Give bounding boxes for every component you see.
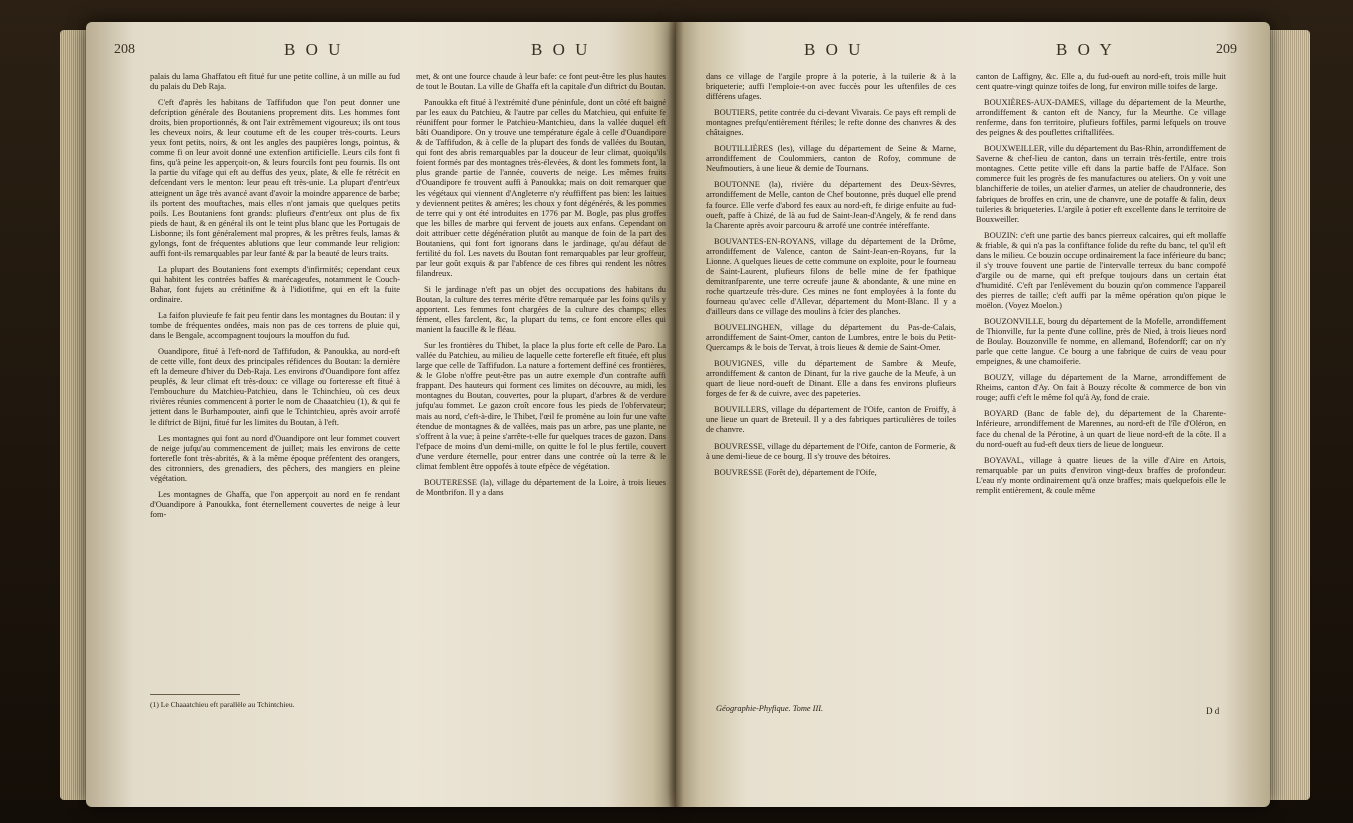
- running-head: B O Y: [1056, 40, 1115, 59]
- paragraph: Les montagnes qui font au nord d'Ouandipore ont leur fommet couvert de neige jufqu'au commencement de juillet; mais les environs de cette forterefle font très-abrités, & à la même époque préfentent des orangers, des citronniers, des grenadiers, des pêchers, des mangiers en pleine végétation.: [150, 433, 400, 483]
- paragraph: La plupart des Boutaniens font exempts d'infirmités; cependant ceux qui habitent les contrées baffes & marécageufes, notamment le Couch-Bahar, font fujets au crétinifme & à l'idiotifme, qui en eft la fuite ordinaire.: [150, 264, 400, 304]
- left-page: [86, 22, 676, 807]
- running-head: B O U: [531, 40, 591, 59]
- signature-line: Géographie-Phyfique. Tome III.: [716, 704, 824, 713]
- paragraph: Ouandipore, fitué à l'eft-nord de Taffifudon, & Panoukka, au nord-eft de cette ville, font deux des principales réfidences du Boutan: la dernière eft la demeure d'hiver du Deb-Raja. Les environs d'Ouandipore font affez peuplés, & leur climat eft très-doux: ce village ou forteresse eft fitué à l'embouchure du Matchieu-Patchieu, dans le Tchinchieu, où ces deux rivières réunies commencent à porter le nom de Chaaatchieu (1), & qui fe jettent dans le Burhampouter, ainfi que le Tchintchieu, après avoir arrofé le diftrict de Bijni, fitué fur les limites du Boutan, à l'eft.: [150, 347, 400, 427]
- paragraph: BOUTERESSE (la), village du département de la Loire, à trois lieues de Montbrifon. Il y a dans: [416, 477, 666, 497]
- signature-mark: D d: [1206, 706, 1220, 716]
- paragraph: palais du lama Ghaffatou eft fitué fur une petite colline, à un mille au fud du palais du Deb Raja.: [150, 72, 400, 92]
- paragraph: La faifon pluvieufe fe fait peu fentir dans les montagnes du Boutan: il y tombe de fréquentes ondées, mais non pas de ces torrens de pluie qui, dans le Bengale, accompagnent toujours la mouffon du fud.: [150, 311, 400, 341]
- paragraph: BOUVRESSE, village du département de l'Oife, canton de Formerie, & à une demi-lieue de ce bourg. Il s'y trouve des bétoires.: [706, 441, 956, 461]
- book-gutter: [668, 22, 684, 807]
- paragraph: C'eft d'après les habitans de Taffifudon que l'on peut donner une defcription générale des Boutaniens proprement dits. Les hommes font droits, bien proportionnés, & ont l'air extrêmement vigoureux; ils ont tous les cheveux noirs, & leur coutume eft de les couper très-courts. Leurs yeux font petits, noirs, & ont les angles des paupières longs, pointus, & comme fi on leur avoit donné une extenfion artificielle. Leurs cils font fi fins, qu'à peine les apperçoit-on, & leurs fourcils font peu fournis. Ils ont la partie du vifage qui eft au deffus des yeux, plate, & elle fe rétrécit en defcendant vers le menton: leur peau eft très-unie. La plupart d'entr'eux atteignent un âge très avancé avant d'avoir la moindre apparence de barbe; ils portent des mouftaches, mais elles n'ont jamais que quelques petits poils. Les Boutaniens font grands: plufieurs d'entr'eux ont plus de fix pieds de haut, & en général ils ont le teint plus blanc que les Portugais de Lisbonne; ils font généralement mal propres, & les prêtres feuls, lamas & gylongs, font de fréquentes ablutions que leur commande leur religion: auffi font-ils remarquables par leur fanté & par la beauté de leurs traits.: [150, 98, 400, 258]
- paragraph: BOUVIGNES, ville du département de Sambre & Meufe, arrondiffement & canton de Dinant, fur la rive gauche de la Meufe, à un quart de lieue nord-oueft de Dinant. Elle a dans fes environs plufieurs forges de fer & de cuivre, avec des papeteries.: [706, 359, 956, 399]
- paragraph: BOUZIN: c'eft une partie des bancs pierreux calcaires, qui eft mollaffe & friable, & qui n'a pas la confiftance folide du refte du banc, tel qu'il eft dans le milieu. Ce bouzin occupe ordinairement la face inférieure du banc; il s'y trouve fouvent une partie de l'intervalle terreux du banc compofé d'argile ou de marne, qui eft prefque toujours dans un certain état d'humidité. C'eft par l'enlèvement du bouzin qu'on commence l'appareil des pierres de taille; c'eft auffi par la même opération qu'on pique le moëlon. (Voyez Moelon.): [976, 230, 1226, 310]
- paragraph: BOYAVAL, village à quatre lieues de la ville d'Aire en Artois, remarquable par un puits d'environ vingt-deux braffes de profondeur. L'eau n'y monte ordinairement qu'à onze braffes; mais quelquefois elle le remplit entièrement, & coule même: [976, 455, 1226, 495]
- paragraph: BOUTONNE (la), rivière du département des Deux-Sèvres, arrondiffement de Melle, canton de Chef boutonne, près duquel elle prend fa fource. Elle verfe d'abord fes eaux au nord-eft, fe dirige enfuite au fud-oueft, paffe à Chizé, de là au fud de Saint-Jean-d'Angely, & fe rend dans la Charente après avoir parcouru & arrofé une contrée intéreffante.: [706, 180, 956, 230]
- paragraph: met, & ont une fource chaude à leur bafe: ce font peut-être les plus hautes de tout le Boutan. La ville de Ghaffa eft la capitale d'un diftrict du Boutan.: [416, 72, 666, 92]
- paragraph: Si le jardinage n'eft pas un objet des occupations des habitans du Boutan, la culture des terres mérite d'être remarquée par les foins qu'ils y apportent. Les femmes font chargées de la culture des champs; elles fèment, elles farclent, &c, la plupart du tems, ce font encore elles qui manient la faucille & le fléau.: [416, 284, 666, 335]
- paragraph: BOUZONVILLE, bourg du département de la Mofelle, arrondiffement de Thionville, fur la pente d'une colline, près de Nied, à trois lieues nord de Boulay. Bouzonville fe nomme, en allemand, Bofendorff; car on n'y parle que cette langue. Ce bourg a une fabrique de cuirs de veau pour empeignes, & une chamoiferie.: [976, 317, 1226, 367]
- paragraph: BOUXWEILLER, ville du département du Bas-Rhin, arrondiffement de Saverne & chef-lieu de canton, dans un terrain très-fertile, entre trois montagnes. Cette petite ville eft dans la partie baffe de l'Alface. Son commerce fuit les progrès de fes manufactures ou ateliers. On y voit une blanchifferie de toiles, un atelier d'armes, un atelier de chaudronnerie, des fabriques de broffes en crin, une de chanvre, une de potaffe & falin, deux tuileries & briqueteries. L'argile à potier eft excellente dans le territoire de Bouxweiller.: [976, 144, 1226, 224]
- column-right: [416, 72, 666, 504]
- paragraph: dans ce village de l'argile propre à la poterie, à la tuilerie & à la briqueterie; auffi l'emploie-t-on avec fuccès pour les uftenfiles de ces différens ufages.: [706, 72, 956, 102]
- paragraph: BOUVRESSE (Forêt de), département de l'Oife,: [714, 467, 877, 477]
- column-left: [706, 72, 956, 484]
- paragraph: BOUVILLERS, village du département de l'Oife, canton de Froiffy, à une lieue un quart de Breteuil. Il y a des fabriques particulières de toiles de chanvre.: [706, 405, 956, 435]
- page-number: 208: [114, 42, 135, 57]
- paragraph: BOUZY, village du département de la Marne, arrondiffement de Rheims, canton d'Ay. On fait à Bouzy récolte & commerce de bon vin rouge; auffi c'eft le même fol qu'à Ay, fond de craie.: [976, 373, 1226, 403]
- paragraph: Panoukka eft fitué à l'extrémité d'une péninfule, dont un côté eft baigné par les eaux du Patchieu, & l'autre par celles du Matchieu, qui enfuite fe réuniffent pour former le Patchieu-Mantchieu, dans la vallée duquel eft bâti Ouandipore. On y trouve une température égale à celle d'Ouandipore & de Taffifudon, & à celle de la plupart des fonds de vallées du Boutan, qui font des abris remarquables par la douceur de leur climat, quoiqu'ils foient formés par des montagnes très-élevées, & dont les fommets font, la plus grande partie de l'année, couverts de neige. Les mêmes fruits d'Ouandipore fe trouvent auffi à Panoukka; mais on doit remarquer que les végétaux qui viennent d'Angleterre n'y réuffiffent pas bien: les laitues y deviennent petites & amères; les choux y font dégénérés, & les pommes de terre qui y ont été introduites en 1776 par M. Bogle, pas plus groffes que les billes de marbre qui fervent de jouets aux enfans. Cependant on doit attribuer cette dégénération plutôt au manque de foin de la part des Boutaniens, qui font fort ignorans dans le jardinage, qu'au défaut de fertilité du fol. Les navets du Boutan font remarquables par leur groffeur, par leur goût exquis & par l'abfence de ces fibres qui rendent les nôtres filandreux.: [416, 98, 666, 278]
- paragraph: Sur les frontières du Thibet, la place la plus forte eft celle de Paro. La vallée du Patchieu, au milieu de laquelle cette forterefle eft fituée, eft plus large que celle de Taffifudon. La nature a fortement deffiné ces frontières, & le Globe n'offre peut-être pas un autre exemple d'un contrafte auffi frappant. Des hauteurs qui forment ces limites on découvre, au midi, les montagnes du Boutan, couvertes, pour la plupart, d'arbres & de verdure jufqu'au fommet. Le gazon croît encore fous les pieds de l'obfervateur; mais au nord, c'eft-à-dire, le Thibet, l'œil fe promène au loin fur une vafte étendue de montagnes & de vallées, mais pas un arbre, pas une plante, ne s'offrent à la vue; à peine s'arrête-t-elle fur quelques traces de gazon. Dans l'efpace de moins d'un demi-mille, on quitte le fol le plus fertile, couvert d'une verdure éternelle, pour entrer dans une contrée où la terre & le climat femblent être oppofés à toute efpèce de végétation.: [416, 341, 666, 471]
- paragraph: BOUXIÈRES-AUX-DAMES, village du département de la Meurthe, arrondiffement & canton eft de Nancy, fur la Meurthe. Ce village renferme, dans fon territoire, plufieurs foffiles, parmi lefquels on trouve des peignes & des pouflettes criftallifées.: [976, 98, 1226, 138]
- paragraph: BOYARD (Banc de fable de), du département de la Charente-Inférieure, arrondiffement de Marennes, au nord-eft de l'île d'Oléron, en face du chenal de la Pérotine, à un quart de lieue nord-eft de la côte. Il a du nord-oueft au fud-eft deux tiers de lieue de longueur.: [976, 409, 1226, 449]
- running-head: B O U: [804, 40, 864, 59]
- paragraph: BOUVELINGHEN, village du département du Pas-de-Calais, arrondiffement de Saint-Omer, canton de Lumbres, entre le bois du Petit-Quercamps & le bois de Tervat, à trois lieues & demie de Saint-Omer.: [706, 323, 956, 353]
- paragraph: BOUTILLIÈRES (les), village du département de Seine & Marne, arrondiffement de Coulommiers, canton de Rofoy, commune de Neufmoutiers, à une lieue & demie de Tournans.: [706, 144, 956, 174]
- running-head: B O U: [284, 40, 344, 59]
- footnote: (1) Le Chaaatchieu eft parallèle au Tchintchieu.: [150, 700, 295, 709]
- column-right: [976, 72, 1226, 502]
- paragraph: canton de Laffigny, &c. Elle a, du fud-oueft au nord-eft, trois mille huit cent quatre-vingt quinze toifes de long, fur environ mille toifes de large.: [976, 72, 1226, 92]
- page-number: 209: [1216, 42, 1237, 57]
- paragraph: BOUTIERS, petite contrée du ci-devant Vivarais. Ce pays eft rempli de montagnes prefqu'entièrement ftériles; le refte donne des chanvres & des châtaignes.: [706, 108, 956, 138]
- column-left: [150, 72, 400, 526]
- paragraph: BOUVANTES-EN-ROYANS, village du département de la Drôme, arrondiffement de Valence, canton de Saint-Jean-en-Royans, fur la Lionne. A quelques lieues de cette commune on exploite, pour le fourneau de Saint-Laurent, plufieurs filons de belle mine de fer fpathique demitranfparente, une terre ocreufe jaune & abondante, & une mine en roche quartzeufe très-dure. Ces mines ne font employées à la fonte du fourneau qu'avec celle d'Allevar, département du Mont-Blanc. Il y a d'ailleurs dans ce village des moulins à fcier des planches.: [706, 236, 956, 316]
- book-edge-left: [60, 30, 86, 800]
- footnote-rule: [150, 694, 240, 695]
- book-edge-right: [1270, 30, 1310, 800]
- paragraph: Les montagnes de Ghaffa, que l'on apperçoit au nord en fe rendant d'Ouandipore à Panoukka, font éternellement couvertes de neige à leur fom-: [150, 489, 400, 519]
- right-page: [676, 22, 1270, 807]
